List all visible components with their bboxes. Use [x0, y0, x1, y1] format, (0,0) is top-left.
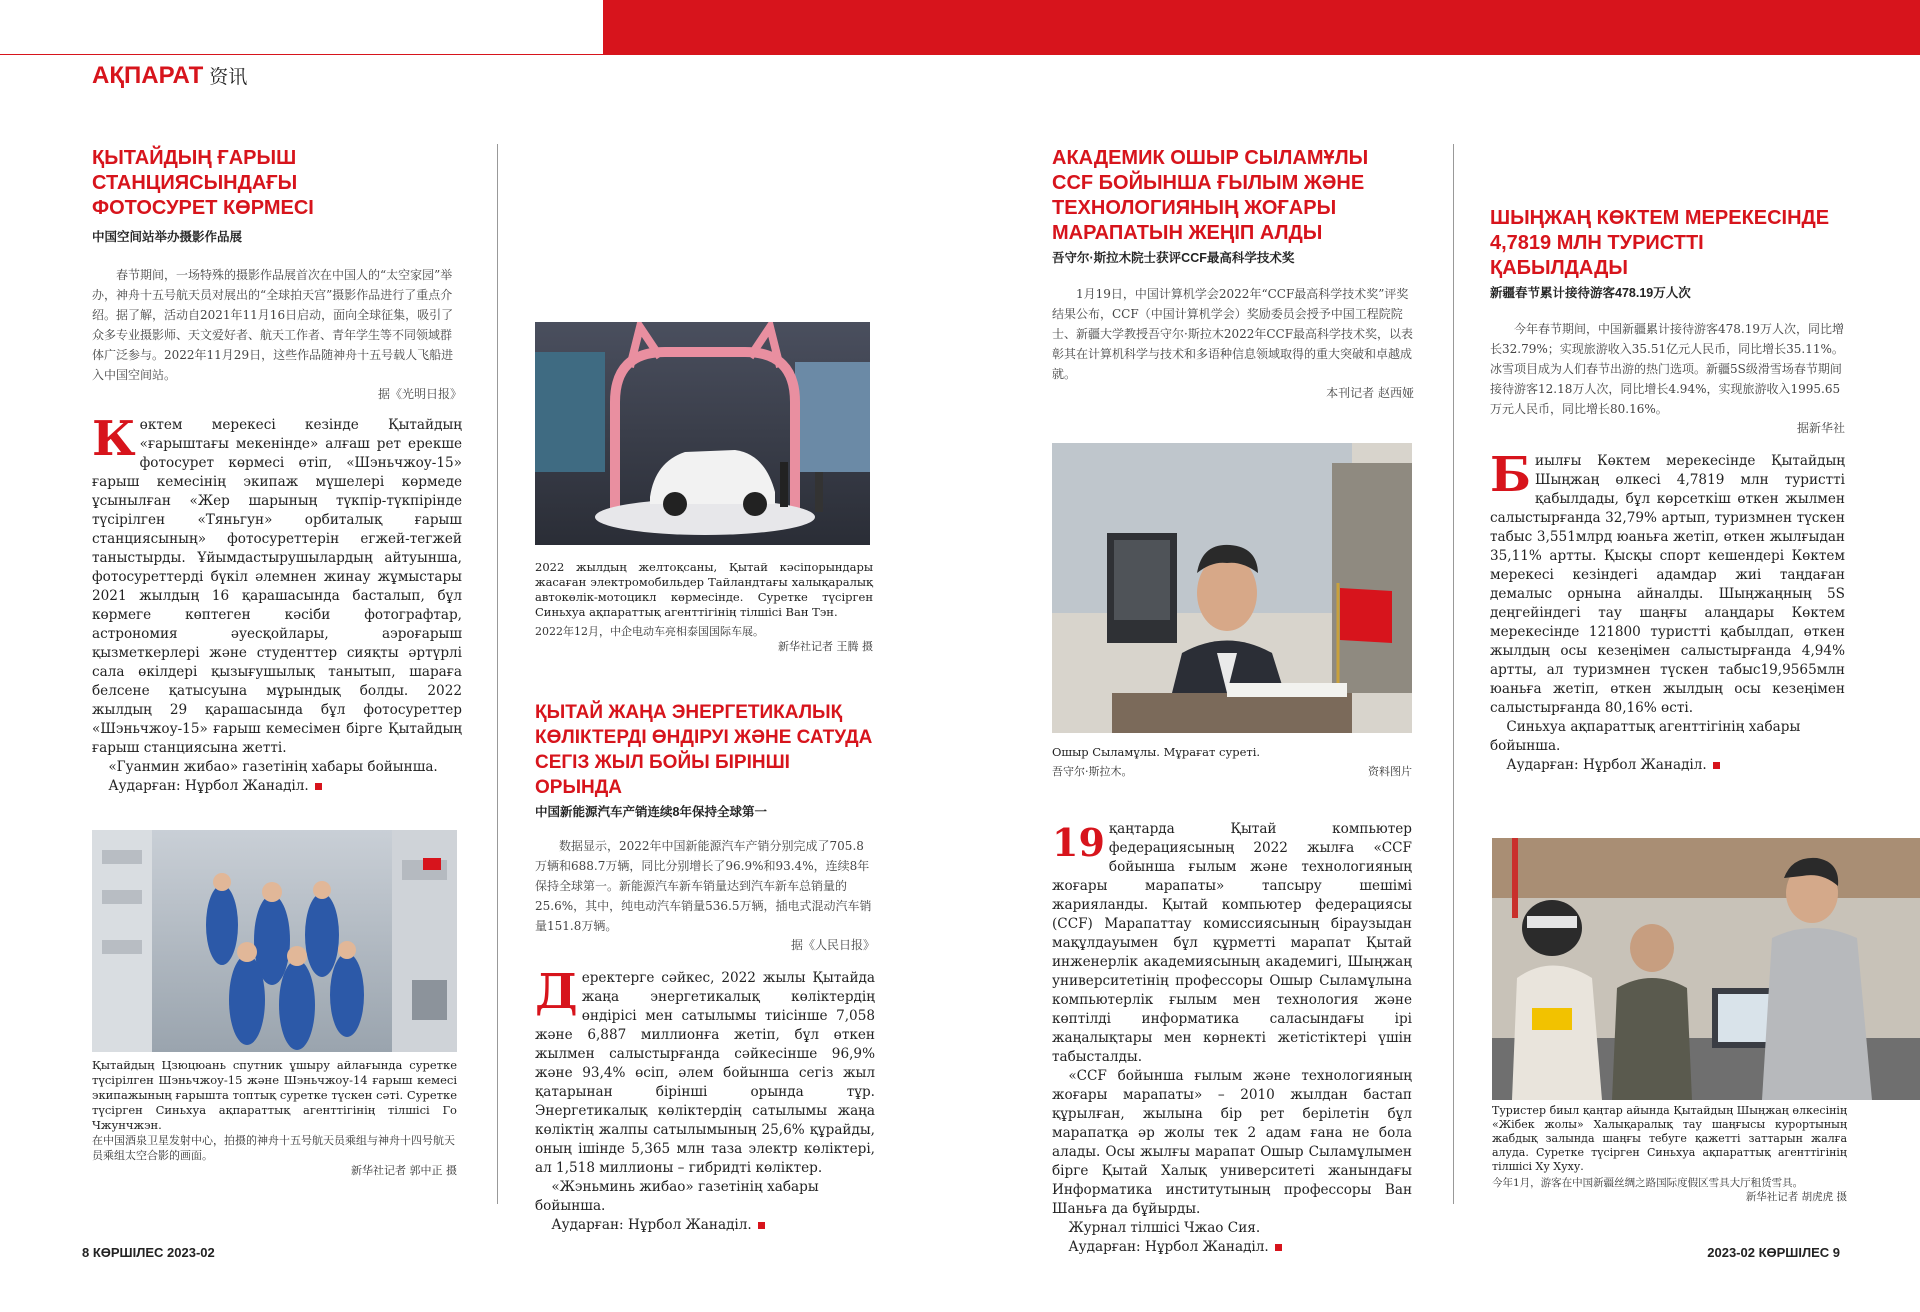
title-line: КӨЛІКТЕРДІ ӨНДІРУІ ЖӘНЕ САТУДА [535, 727, 873, 748]
ccf-body-block [1052, 820, 1412, 1257]
article-body [535, 964, 875, 1178]
article-source: «Гуанмин жибао» газетінің хабары бойынша. [108, 759, 438, 775]
article-title [92, 146, 462, 221]
footer-left: 8 КӨРШІЛЕС 2023-02 [82, 1245, 215, 1260]
article-subtitle-cn: 中国新能源汽车产销连续8年保持全球第一 [535, 805, 767, 819]
article-space-station [92, 146, 462, 796]
article-ccf-award [1052, 146, 1414, 401]
section-label-kk: АҚПАРАТ [92, 62, 204, 89]
title-line: 4,7819 МЛН ТУРИСТТІ ҚАБЫЛДАДЫ [1490, 232, 1704, 279]
article-summary-cn: 1月19日，中国计算机学会2022年“CCF最高科学技术奖”评奖结果公布，CCF（中国计算机学会）奖励委员会授予中国工程院院士、新疆大学教授吾守尔·斯拉木2022年CCF最高科学技术奖，以表彰其在计算机科学与技术和多语种信息领域取得的重大突破和卓越成就。 [1052, 287, 1414, 381]
body-paragraph: қаңтарда Қытай компьютер федерациясының 2022 жылға «CCF бойынша ғылым және технологияның жоғары марапаты» тапсыру шешімі жарияланды. Қытай компьютер федерациясы (CCF) Марапаттау комиссиясының біраузыдан мақұлдауымен бұл құрметті марапат Қытай инженерлік академиясының академигі, Шыңжаң университетінің профессоры Ошыр Сыламұлына компьютерлік ғылым мен технология және көптілді информатика саласындағы ірі жаңалықтары мен көрнекті жетістіктері үшін табысталды. [1052, 821, 1412, 1065]
summary-source: 本刊记者 赵西娅 [1326, 386, 1414, 400]
header-red-bar [603, 0, 1920, 55]
astronauts-caption-block [92, 1058, 457, 1178]
drop-cap: 19 [1052, 820, 1105, 865]
end-square-icon [1275, 1244, 1282, 1251]
photo-caption-cn: 2022年12月，中企电动车亮相泰国国际车展。 [535, 625, 764, 638]
translator-text: Аударған: Нұрбол Жанаділ. [108, 778, 309, 794]
photo-caption: Туристер биыл қаңтар айында Қытайдың Шыңжаң өлкесінің «Жібек жолы» Халықаралық тау шаңғысы курортының жабдық залында шаңғы тебуге қажетті заттарын жалға алуда. Суретке түсірген Синьхуа ақпараттық агенттігінің тілшісі Ху Хуху. [1492, 1104, 1847, 1173]
body-paragraph: еректерге сәйкес, 2022 жылы Қытайда жаңа энергетикалық көліктердің өндірісі мен сатылымы тиісінше 7,058 және 6,887 миллионға жетіп, бұл өткен жылмен салыстырғанда сәйкесінше 96,9% және 93,4% өсіп, әлем бойынша сегіз жыл қатарынан бірінші орында тұр. Энергетикалық көліктердің сатылымы жаңа көліктің жалпы сатылымының 25,6% құрайды, оның ішінде 5,365 млн таза электр көліктері, ал 1,518 миллионы – гибридті көліктер. [535, 970, 875, 1176]
photo-caption-cn: 在中国酒泉卫星发射中心，拍摄的神舟十五号航天员乘组与神舟十四号航天员乘组太空合影的画面。 [92, 1134, 455, 1162]
body-paragraph: иылғы Көктем мерекесінде Қытайдың Шыңжаң өлкесі 4,7819 млн туристті қабылдады, бұл көрсеткіш өткен жылмен салыстырғанда 32,79% артып, туризмнен түскен табыс 3,551млрд юаньға жетіп, өткен жылғыдан 35,11% артты. Қысқы спорт кешендері Көктем мерекесі кезіндегі адамдар жиі таңдаған демалыс орнына айналды. Шыңжаңның 5S деңгейіндегі тау шаңғы алаңдары Көктем мерекесінде 121800 туристті қабылдап, өткен жылдың осы кезеңімен салыстырғанда 4,94% артты, ал туризмнен түскен табыс19,9565млн юаньға жетіп, өткен жылдың осы кезеңімен салыстырғанда 80,16% өсті. [1490, 453, 1845, 716]
photo-credit: 新华社记者 郭中正 摄 [351, 1164, 457, 1177]
header-rule [0, 54, 603, 55]
photo-caption: Қытайдың Цзюцюань спутник ұшыру айлағында суретке түсірілген Шэньчжоу-15 және Шэньчжоу-14 ғарыш кемесі экипажының ғарышта топтық суретке түскен сәті. Суретке түсірген Синьхуа ақпараттық агенттігінің тілшісі Го Чжунчжэн. [92, 1058, 457, 1132]
title-line: ҚЫТАЙДЫҢ ҒАРЫШ СТАНЦИЯСЫНДАҒЫ [92, 147, 298, 194]
ski-rental-photo [1492, 838, 1920, 1100]
title-line: ФОТОСУРЕТ КӨРМЕСІ [92, 197, 314, 219]
title-line: CCF БОЙЫНША ҒЫЛЫМ ЖӘНЕ [1052, 172, 1365, 194]
summary-source: 据《光明日报》 [377, 387, 462, 401]
article-body [1490, 447, 1845, 718]
article-translator [92, 777, 462, 796]
article-translator [1052, 1238, 1412, 1257]
title-line: ТЕХНОЛОГИЯНЫҢ ЖОҒАРЫ [1052, 197, 1337, 219]
translator-text: Аударған: Нұрбол Жанаділ. [1506, 757, 1707, 773]
article-subtitle-cn: 吾守尔·斯拉木院士获评CCF最高科学技术奖 [1052, 251, 1295, 265]
astronauts-photo [92, 830, 457, 1052]
car-show-photo [535, 322, 870, 545]
photo-caption-cn: 吾守尔·斯拉木。 [1052, 765, 1133, 778]
article-subtitle-cn: 新疆春节累计接待游客478.19万人次 [1490, 286, 1691, 300]
photo-caption: Ошыр Сыламұлы. Мұрағат суреті. [1052, 745, 1261, 759]
end-square-icon [1713, 762, 1720, 769]
article-summary-cn: 今年春节期间，中国新疆累计接待游客478.19万人次，同比增长32.79%；实现旅游收入35.51亿元人民币，同比增长35.11%。冰雪项目成为人们春节出游的热门选项。新疆5S级滑雪场春节期间接待游客12.18万人次，同比增长4.94%，实现旅游收入1995.65万元人民币，同比增长80.16%。 [1490, 322, 1844, 416]
column-divider [497, 144, 498, 1204]
photo-caption-cn: 今年1月，游客在中国新疆丝绸之路国际度假区雪具大厅租赁雪具。 [1492, 1177, 1804, 1189]
article-source: «Жэньминь жибао» газетінің хабары бойынша. [535, 1179, 819, 1214]
article-body [92, 411, 462, 758]
article-title [1490, 206, 1845, 281]
body-paragraph: «CCF бойынша ғылым және технологияның жоғары марапаты» – 2010 жылдан бастап құрылған, жылына бір рет берілетін бұл марапатқа әр жолы тек 2 адам ғана не бола алады. Осы жылғы марапат Ошыр Сыламұлымен бірге Қытай Халық университеті жанындағы Информатика институтының профессоры Ван Шаньға да бұйырды. [1052, 1068, 1412, 1217]
body-paragraph: өктем мерекесі кезінде Қытайдың «ғарыштағы мекенінде» алғаш рет ерекше фотосурет көрмесі өтіп, «Шэньчжоу-15» ғарыш кемесінің экипаж мүшелері көрмеде ұсынылған «Жер шарының түкпір-түкпірінде түсірілген «Тяньгун» орбиталық ғарыш станциясының» фотосуреттерін егжей-тегжей таныстырды. Ұйымдастырушылардың айтуынша, фотосуреттерді бүкіл әлемнен жинау жұмыстары 2021 жылдың 16 қарашасында басталып, бұл көрмеге көптеген кәсіби фотографтар, астрономия әуесқойлары, аэроғарыш қызметкерлері және студенттер сияқты әртүрлі сала өкілдері қызығушылық танытып, шараға белсене қатысуына мұрындық болды. 2022 жылдың 29 қарашасында бұл фотосуреттер «Шэньчжоу-15» ғарыш кемесімен бірге Қытайдың ғарыш станциясына жетті. [92, 417, 462, 756]
section-label [92, 62, 247, 90]
end-square-icon [758, 1222, 765, 1229]
footer-right: 2023-02 КӨРШІЛЕС 9 [1707, 1245, 1840, 1260]
article-new-energy [535, 700, 875, 1235]
drop-cap: Д [535, 964, 578, 1020]
title-line: АКАДЕМИК ОШЫР СЫЛАМҰЛЫ [1052, 147, 1369, 169]
photo-caption-row [1052, 764, 1412, 779]
article-subtitle-cn: 中国空间站举办摄影作品展 [92, 230, 243, 244]
article-title [535, 700, 875, 800]
article-source: Синьхуа ақпараттық агенттігінің хабары бойынша. [1490, 719, 1801, 754]
translator-text: Аударған: Нұрбол Жанаділ. [1068, 1239, 1269, 1255]
section-label-cn: 资讯 [209, 67, 248, 88]
article-translator [535, 1216, 875, 1235]
title-line: СЕГІЗ ЖЫЛ БОЙЫ БІРІНШІ ОРЫНДА [535, 752, 790, 798]
summary-source: 据《人民日报》 [790, 938, 875, 952]
portrait-caption-block [1052, 745, 1412, 779]
translator-text: Аударған: Нұрбол Жанаділ. [551, 1217, 752, 1233]
article-xinjiang-tourism [1490, 206, 1845, 775]
article-summary-cn: 春节期间，一场特殊的摄影作品展首次在中国人的“太空家园”举办，神舟十五号航天员对展出的“全球拍天宫”摄影作品进行了重点介绍。据了解，活动自2021年11月16日启动，面向全球征集，吸引了众多专业摄影师、天文爱好者、航天工作者、青年学生等不同领域群体广泛参与。2022年11月29日，这些作品随神舟十五号载人飞船进入中国空间站。 [92, 268, 454, 382]
portrait-photo [1052, 443, 1412, 733]
article-translator [1490, 756, 1845, 775]
ski-caption-block [1492, 1104, 1847, 1204]
column-divider [1453, 144, 1454, 1204]
article-body [1052, 820, 1412, 1219]
title-line: ҚЫТАЙ ЖАҢА ЭНЕРГЕТИКАЛЫҚ [535, 702, 843, 723]
end-square-icon [315, 783, 322, 790]
photo-credit: 新华社记者 王腾 摄 [778, 640, 873, 653]
article-source: Журнал тілшісі Чжао Сия. [1068, 1220, 1261, 1236]
photo-credit: 资料图片 [1368, 765, 1412, 778]
article-title [1052, 146, 1414, 246]
photo-caption: 2022 жылдың желтоқсаны, Қытай кәсіпорындары жасаған электромобильдер Тайландтағы халықаралық автокөлік-мотоцикл көрмесінде. Суретке түсірген Синьхуа ақпараттық агенттігінің тілшісі Ван Тэн. [535, 560, 873, 619]
drop-cap: Б [1490, 447, 1532, 503]
title-line: ШЫҢЖАҢ КӨКТЕМ МЕРЕКЕСІНДЕ [1490, 207, 1830, 229]
car-caption-block [535, 560, 873, 654]
drop-cap: К [92, 411, 136, 467]
summary-source: 据新华社 [1796, 421, 1845, 435]
article-summary-cn: 数据显示，2022年中国新能源汽车产销分别完成了705.8万辆和688.7万辆，同比分别增长了96.9%和93.4%，连续8年保持全球第一。新能源汽车新车销量达到汽车新车总销量的25.6%，其中，纯电动汽车销量536.5万辆，插电式混动汽车销量151.8万辆。 [535, 839, 872, 933]
title-line: МАРАПАТЫН ЖЕҢІП АЛДЫ [1052, 222, 1323, 244]
photo-credit: 新华社记者 胡虎虎 摄 [1745, 1191, 1847, 1203]
